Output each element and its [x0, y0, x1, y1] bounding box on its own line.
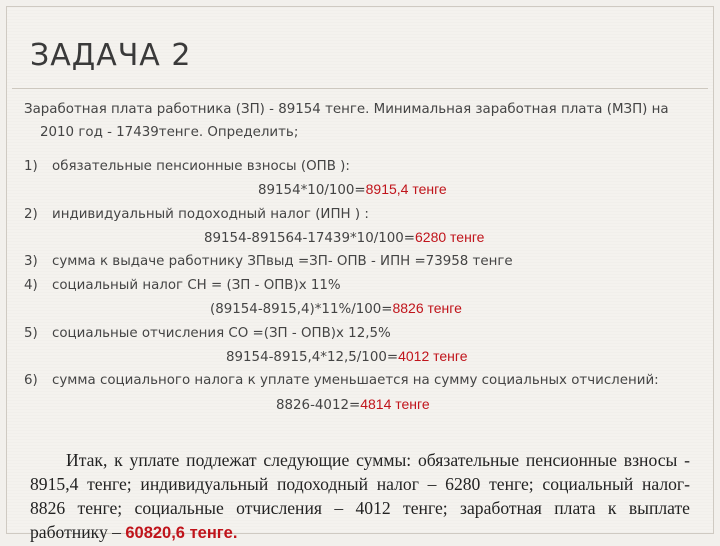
calc-line [24, 297, 694, 321]
calc-expression: 89154-891564-17439*10/100= [204, 231, 416, 247]
list-item [24, 203, 694, 226]
calc-line [24, 226, 694, 250]
item-text: сумма социального налога к уплате уменьшается на сумму социальных отчислений: [52, 373, 659, 389]
intro-line-1: Заработная плата работника (ЗП) - 89154 тенге. Минимальная заработная плата (МЗП) на [24, 102, 669, 117]
list-item [24, 369, 694, 392]
calc-result: 8915,4 тенге [365, 181, 447, 198]
calc-expression: 89154-8915,4*12,5/100= [226, 350, 399, 366]
item-number: 5) [24, 325, 38, 341]
calc-result: 8826 тенге [392, 300, 462, 317]
item-number: 1) [24, 158, 38, 174]
calc-expression: 89154*10/100= [258, 183, 366, 199]
item-number: 3) [24, 254, 38, 270]
calc-line [24, 345, 694, 369]
summary-highlight: 60820,6 тенге. [125, 524, 238, 543]
intro-line-2: 2010 год - 17439тенге. Определить; [40, 125, 299, 141]
task-body [24, 98, 694, 417]
item-text: социальные отчисления СО =(ЗП - ОПВ)х 12,5% [52, 325, 391, 341]
calc-result: 4012 тенге [398, 348, 468, 365]
title-divider [12, 88, 708, 89]
calc-line [24, 178, 694, 202]
item-number: 4) [24, 277, 38, 293]
item-text: индивидуальный подоходный налог (ИПН ) : [52, 206, 369, 222]
summary-paragraph [30, 448, 690, 546]
summary-text: Итак, к уплате подлежат следующие суммы: обязательные пенсионные взносы - 8915,4 тенге; индивидуальный подоходный налог – 6280 тенге; социальный налог- 8826 тенге; социальные отчисления – 4012 тенге; заработная плата к выплате работнику – [30, 449, 690, 543]
list-item [24, 250, 694, 273]
item-text: социальный налог СН = (ЗП - ОПВ)х 11% [52, 277, 341, 293]
task-intro [24, 98, 694, 145]
item-text: сумма к выдаче работнику ЗПвыд =ЗП- ОПВ - ИПН =73958 тенге [52, 254, 513, 270]
list-item [24, 322, 694, 345]
item-number: 2) [24, 206, 38, 222]
calc-result: 4814 тенге [360, 395, 430, 412]
calc-result: 6280 тенге [415, 229, 485, 246]
item-text: обязательные пенсионные взносы (ОПВ ): [52, 158, 350, 174]
calc-expression: (89154-8915,4)*11%/100= [210, 302, 393, 318]
slide-title: ЗАДАЧА 2 [30, 38, 192, 73]
list-item [24, 274, 694, 297]
calc-expression: 8826-4012= [276, 397, 361, 413]
item-number: 6) [24, 373, 38, 389]
calc-line [24, 393, 694, 417]
list-item [24, 155, 694, 178]
